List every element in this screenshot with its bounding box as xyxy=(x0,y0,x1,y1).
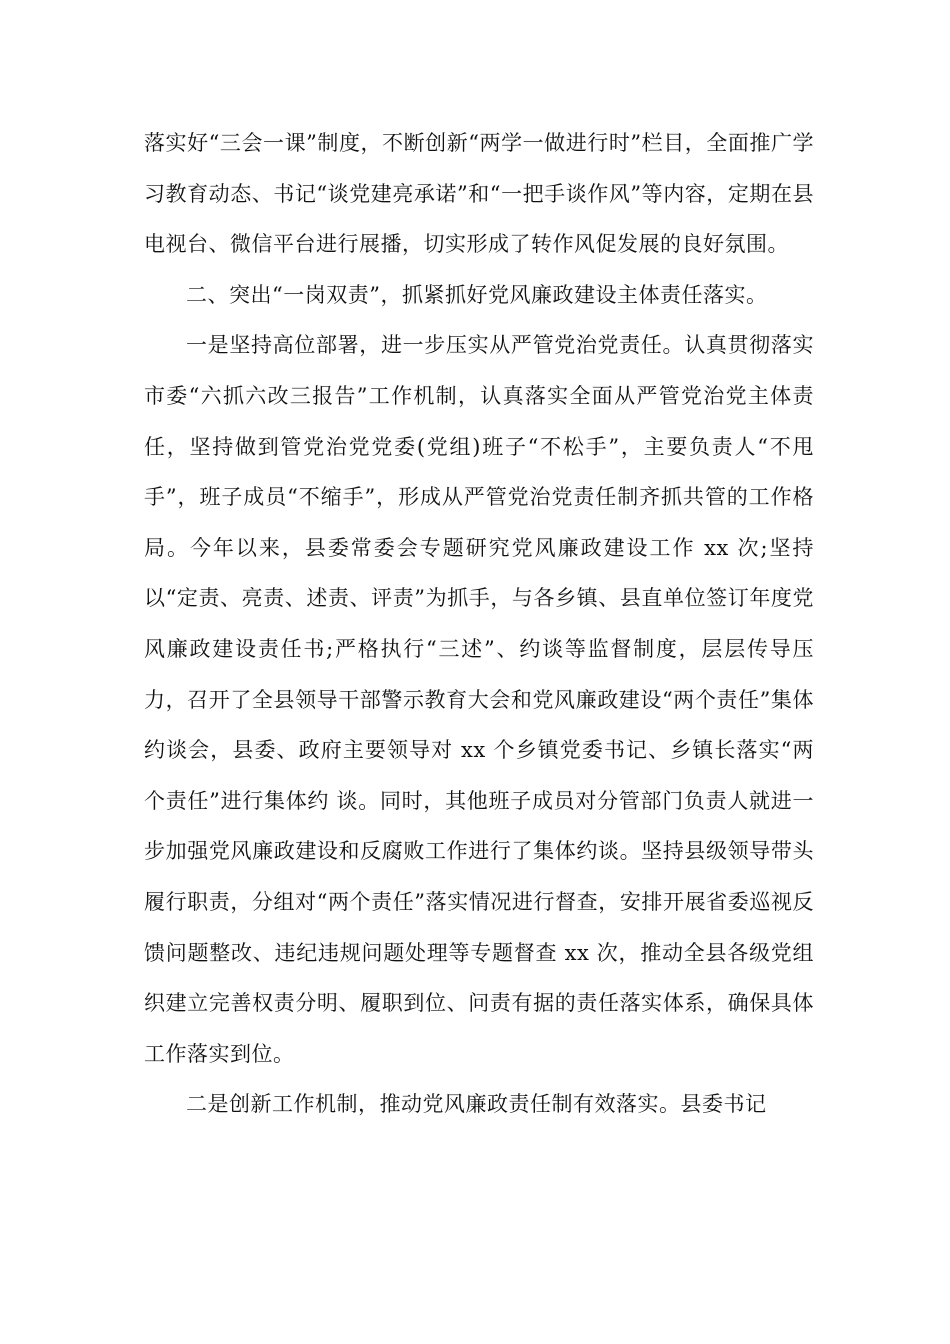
document-body xyxy=(144,118,814,1130)
paragraph-first-point: 一是坚持高位部署，进一步压实从严管党治党责任。认真贯彻落实市委“六抓六改三报告”工作机制，认真落实全面从严管党治党主体责任，坚持做到管党治党党委(党组)班子“不松手”，主要负责人“不甩手”，班子成员“不缩手”，形成从严管党治党责任制齐抓共管的工作格局。今年以来，县委常委会专题研究党风廉政建设工作 xx 次;坚持以“定责、亮责、述责、评责”为抓手，与各乡镇、县直单位签订年度党风廉政建设责任书;严格执行“三述”、约谈等监督制度，层层传导压力，召开了全县领导干部警示教育大会和党风廉政建设“两个责任”集体约谈会，县委、政府主要领导对 xx 个乡镇党委书记、乡镇长落实“两个责任”进行集体约 谈。同时，其他班子成员对分管部门负责人就进一步加强党风廉政建设和反腐败工作进行了集体约谈。坚持县级领导带头履行职责，分组对“两个责任”落实情况进行督查，安排开展省委巡视反馈问题整改、违纪违规问题处理等专题督查 xx 次，推动全县各级党组织建立完善权责分明、履职到位、问责有据的责任落实体系，确保具体工作落实到位。 xyxy=(144,333,814,1066)
section-heading: 二、突出“一岗双责”，抓紧抓好党风廉政建设主体责任落实。 xyxy=(186,282,768,307)
paragraph-second-point: 二是创新工作机制，推动党风廉政责任制有效落实。县委书记 xyxy=(186,1092,767,1117)
paragraph-continuation: 落实好“三会一课”制度，不断创新“两学一做进行时”栏目，全面推广学习教育动态、书记“谈党建亮承诺”和“一把手谈作风”等内容，定期在县电视台、微信平台进行展播，切实形成了转作风促发展的良好氛围。 xyxy=(144,131,814,257)
